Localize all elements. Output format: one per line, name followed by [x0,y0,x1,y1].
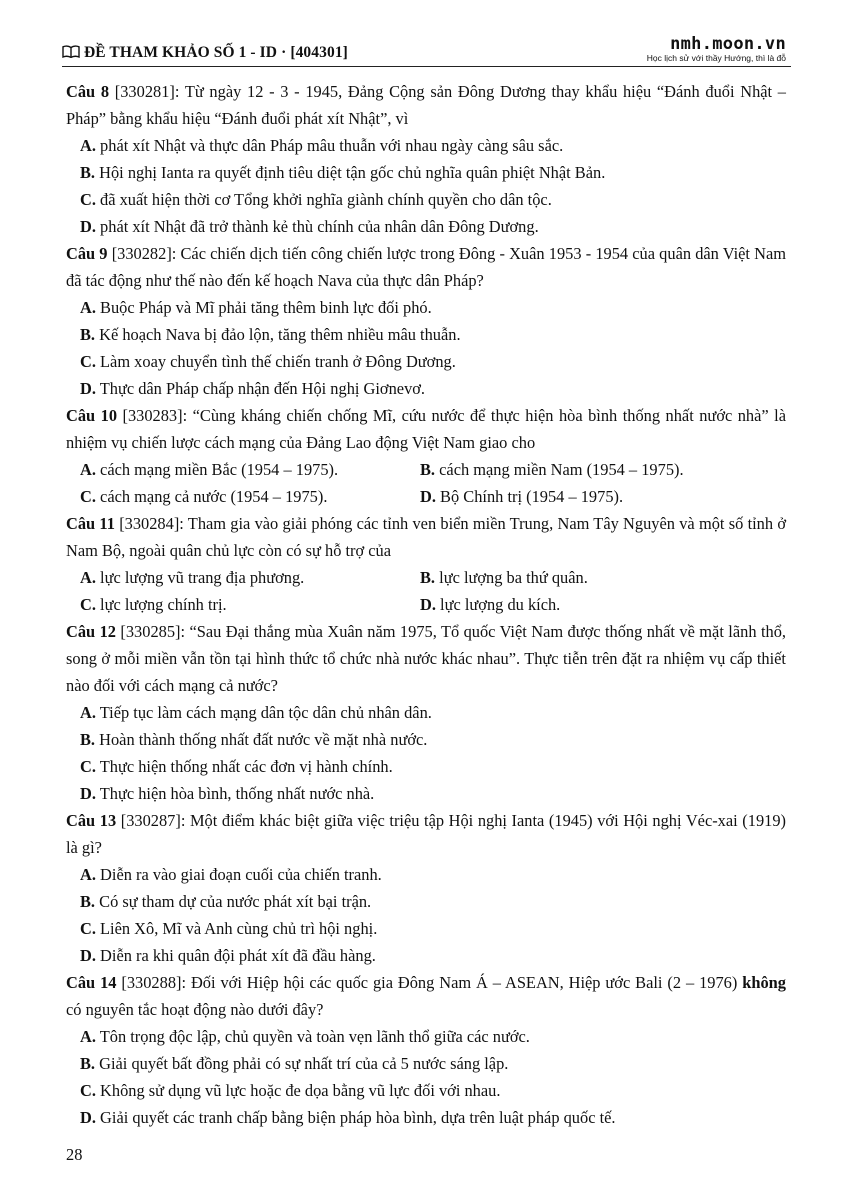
option-c: C. Không sử dụng vũ lực hoặc đe dọa bằng vũ lực đối với nhau. [80,1081,501,1100]
question-14 [66,969,786,1023]
option-a: A. Tiếp tục làm cách mạng dân tộc dân chủ nhân dân. [80,703,432,722]
option-d: D. Thực dân Pháp chấp nhận đến Hội nghị Giơnevơ. [80,379,426,398]
option-b: B. cách mạng miền Nam (1954 – 1975). [420,460,684,479]
option-a: A. Diễn ra vào giai đoạn cuối của chiến tranh. [80,865,382,884]
question-text: [330282]: Các chiến dịch tiến công chiến lược trong Đông - Xuân 1953 - 1954 của quân dân Việt Nam đã tác động như thế nào đến kế hoạch Nava của thực dân Pháp? [66,244,786,290]
question-12 [66,618,786,699]
question-11 [66,510,786,564]
option-a: A. cách mạng miền Bắc (1954 – 1975). [80,460,339,479]
option-grid [66,564,786,618]
option-b: B. Kế hoạch Nava bị đảo lộn, tăng thêm nhiều mâu thuẫn. [80,325,461,344]
option-a: A. lực lượng vũ trang địa phương. [80,568,305,587]
question-13 [66,807,786,861]
option-d: D. Giải quyết các tranh chấp bằng biện pháp hòa bình, dựa trên luật pháp quốc tế. [80,1108,616,1127]
option-a: A. Tôn trọng độc lập, chủ quyền và toàn vẹn lãnh thổ giữa các nước. [80,1027,530,1046]
option-d: D. Bộ Chính trị (1954 – 1975). [420,487,624,506]
question-text: [330283]: “Cùng kháng chiến chống Mĩ, cứu nước để thực hiện hòa bình thống nhất nước nhà” là nhiệm vụ chiến lược cách mạng của Đảng Lao động Việt Nam giao cho [66,406,786,452]
option-b: B. Hoàn thành thống nhất đất nước về mặt nhà nước. [80,730,428,749]
question-9 [66,240,786,294]
exam-title-text: ĐỀ THAM KHẢO SỐ 1 - ID · [404301] [84,44,348,61]
page-header [62,34,790,66]
question-number: Câu 8 [66,82,110,101]
question-text-end: có nguyên tắc hoạt động nào dưới đây? [66,1000,324,1019]
option-c: C. cách mạng cả nước (1954 – 1975). [80,487,328,506]
question-text: [330284]: Tham gia vào giải phóng các tỉnh ven biển miền Trung, Nam Tây Nguyên và một số tỉnh ở Nam Bộ, ngoài quân chủ lực còn có sự hỗ trợ của [66,514,786,560]
option-a: A. Buộc Pháp và Mĩ phải tăng thêm binh lực đối phó. [80,298,432,317]
option-grid [66,456,786,510]
brand-tagline: Học lịch sử với thầy Hướng, thì là đỗ [646,53,786,63]
question-number: Câu 13 [66,811,117,830]
question-emphasis: không [742,973,786,992]
question-list [66,78,786,1131]
option-b: B. Hội nghị Ianta ra quyết định tiêu diệt tận gốc chủ nghĩa quân phiệt Nhật Bản. [80,163,606,182]
option-c: C. Liên Xô, Mĩ và Anh cùng chủ trì hội nghị. [80,919,378,938]
exam-title [62,44,348,62]
question-text: [330287]: Một điểm khác biệt giữa việc triệu tập Hội nghị Ianta (1945) với Hội nghị Véc-xai (1919) là gì? [66,811,786,857]
question-8 [66,78,786,132]
option-b: B. Giải quyết bất đồng phải có sự nhất trí của cả 5 nước sáng lập. [80,1054,509,1073]
option-c: C. Làm xoay chuyển tình thế chiến tranh ở Đông Dương. [80,352,456,371]
option-b: B. lực lượng ba thứ quân. [420,568,588,587]
question-number: Câu 14 [66,973,117,992]
option-d: D. Diễn ra khi quân đội phát xít đã đầu hàng. [80,946,376,965]
question-10 [66,402,786,456]
option-d: D. lực lượng du kích. [420,595,561,614]
question-number: Câu 11 [66,514,115,533]
question-number: Câu 10 [66,406,118,425]
option-c: C. đã xuất hiện thời cơ Tổng khởi nghĩa giành chính quyền cho dân tộc. [80,190,552,209]
question-number: Câu 9 [66,244,108,263]
question-text: [330281]: Từ ngày 12 - 3 - 1945, Đảng Cộng sản Đông Dương thay khẩu hiệu “Đánh đuổi Nhật – Pháp” bằng khẩu hiệu “Đánh đuổi phát xít Nhật”, vì [66,82,786,128]
open-book-icon [62,45,80,58]
brand-block [647,34,786,63]
option-d: D. Thực hiện hòa bình, thống nhất nước nhà. [80,784,375,803]
question-text: [330288]: Đối với Hiệp hội các quốc gia Đông Nam Á – ASEAN, Hiệp ước Bali (2 – 1976) [121,973,743,992]
page-number: 28 [66,1145,83,1164]
header-divider [62,66,791,67]
option-b: B. Có sự tham dự của nước phát xít bại trận. [80,892,372,911]
option-d: D. phát xít Nhật đã trở thành kẻ thù chính của nhân dân Đông Dương. [80,217,539,236]
brand-name: nmh.moon.vn [670,34,786,54]
option-c: C. lực lượng chính trị. [80,595,227,614]
option-c: C. Thực hiện thống nhất các đơn vị hành chính. [80,757,393,776]
question-number: Câu 12 [66,622,116,641]
question-text: [330285]: “Sau Đại thắng mùa Xuân năm 1975, Tổ quốc Việt Nam được thống nhất về mặt lãnh thổ, song ở mỗi miền vẫn tồn tại hình thức tổ chức nhà nước khác nhau”. Thực tiễn trên đặt ra nhiệm vụ cấp thiết nào đối với cách mạng cả nước? [66,622,786,695]
option-a: A. phát xít Nhật và thực dân Pháp mâu thuẫn với nhau ngày càng sâu sắc. [80,136,564,155]
